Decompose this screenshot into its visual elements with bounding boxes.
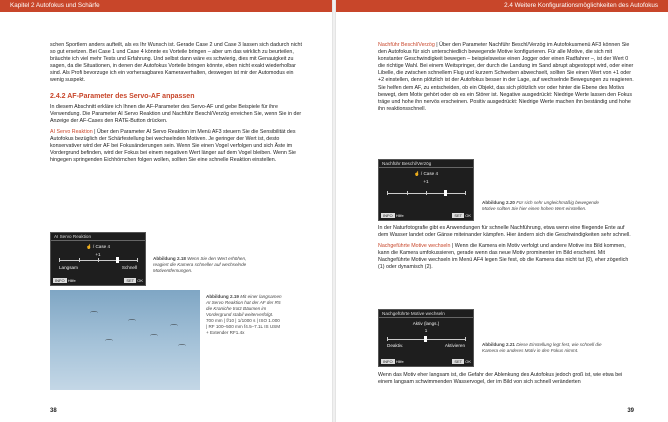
screen-case: ☝ / Case 4: [85, 244, 111, 249]
set-badge: SET: [454, 359, 463, 364]
camera-screen-ai-servo: AI Servo Reaktion ☝ / Case 4 +1 Langsam Schnell INFO Hilfe SET OK: [50, 232, 146, 286]
value-slider: [387, 339, 465, 340]
term-motive-wechseln: Nachgeführte Motive wechseln: [378, 243, 451, 250]
left-paragraph-3: AI Servo Reaktion | Über den Parameter AI Servo Reaktion im Menü AF3 steuern Sie die Sensibilität des Autofokus bezüglich der Schärfestellung bei wechselnden Motiven. Je geringer der Wert ist, desto konservativer wird der AF bei Fokusänderungen sein. Wenn Sie einen Vogel verfolgen und sich Äste im Vordergrund befinden, wird der Fokus bei einem negativen Wert länger auf dem Vogel bleiben. Wenn Sie hingegen springenden Eichhörnchen folgen wollen, sollten Sie eine schnelle Reaktion einstellen.: [50, 128, 296, 164]
set-badge: SET: [126, 278, 135, 283]
crane-bird: ⌒: [128, 319, 136, 328]
camera-screen-motive-wechseln: Nachgeführte Motive wechseln Aktiv (langs.) 1 Deaktiv. Aktivieren INFO Hilfe SET OK: [378, 309, 474, 367]
right-column-middle: [378, 225, 634, 276]
header-bar-right: [336, 0, 668, 12]
crane-bird: ⌒: [150, 334, 158, 343]
screen-case: ☝ / Case 4: [413, 171, 439, 176]
left-paragraph-2: In diesem Abschnitt erkläre ich Ihnen die AF-Parameter des Servo-AF und gebe Beispiele für ihre Verwendung. Die Parameter AI Servo Reaktion und Nachführ Beschl/Verzög erreichen Sie, wenn Sie in der Anzeige der AF-Cases den RATE-Button drücken.: [50, 103, 302, 124]
term-nachfuehr: Nachführ Beschl/Verzög: [378, 42, 435, 48]
section-heading: 2.4.2 AF-Parameter des Servo-AF anpassen: [50, 92, 195, 100]
page-number-left: 38: [50, 408, 57, 414]
slider-knob: [444, 190, 447, 196]
screen-title: AI Servo Reaktion: [51, 233, 145, 241]
crane-bird: ⌒: [170, 324, 178, 333]
camera-screen-nachfuehr: Nachführ Beschl/Verzög ☝ / Case 4 +1 INFO Hilfe SET OK: [378, 159, 474, 221]
screen-value: +1: [95, 252, 101, 257]
screen-title: Nachgeführte Motive wechseln: [379, 310, 473, 318]
header-bar-left: [0, 0, 332, 12]
crane-bird: ⌒: [90, 311, 98, 320]
value-slider: [59, 260, 137, 261]
right-column-bottom: [378, 372, 634, 390]
left-column: [50, 42, 306, 168]
screen-title: Nachführ Beschl/Verzög: [379, 160, 473, 168]
slider-knob: [116, 257, 119, 263]
cranes-photo: [50, 290, 200, 390]
page-number-right: 39: [627, 408, 634, 414]
set-badge: SET: [454, 213, 463, 218]
left-page: [0, 12, 332, 422]
right-paragraph-2: In der Naturfotografie gibt es Anwendungen für schnelle Nachführung, etwa wenn eine fliegende Ente auf dem Wasser landet oder Gänse miteinander kämpfen. Hier ändern sich die Geschwindigkeiten sehr schnell.: [378, 225, 631, 239]
crane-bird: ⌒: [178, 344, 186, 353]
caption-2-21: Abbildung 2.21 Diese Einstellung legt fest, wie schnell die Kamera ein anderes Motiv in den Fokus nimmt.: [482, 342, 602, 353]
right-paragraph-1: Nachführ Beschl/Verzög | Über den Parameter Nachführ Beschl/Verzög im Autofokusmenü AF3 können Sie den Autofokus für sich unterschiedlich bewegende Motive konfigurieren. Für alle Motive, die sich mit konstanter Geschwindigkeit bewegen – beispielsweise einen Jogger oder einen Radfahrer –, ist der Wert 0 die richtige Wahl. Bei einem Weitspringer, der durch die Landung im Sand abrupt abgestoppt wird, oder einer Libelle, die zwischen schnellem Flug und kurzem Schweben abwechselt, sollten Sie einen Wert von +1 oder +2 einstellen, denn plötzlich ist der Autofokus besser in der Lage, auf wechselnde Bewegungen zu reagieren. Sie helfen dem AF, zu entscheiden, ob ein Objekt, das sich plötzlich vor oder hinter die Ebene des Motivs bewegt, dem Motiv gehört oder ob es ein Störer ist. Negative ausgedrückt: Niedrige Werte lassen den Fokus träge und hohe ihn nervös erscheinen. Positiv ausgedrückt: Niedrige Werte machen ihn beständig und hohe ihn reaktionsschnell.: [378, 42, 634, 112]
section-title: 2.4 Weitere Konfigurationsmöglichkeiten des Autofokus: [504, 2, 658, 9]
right-paragraph-4: Wenn das Motiv eher langsam ist, die Gefahr der Ablenkung des Autofokus jedoch groß ist, wie etwa bei einem langsam schwimmenden Wasservogel, der im Bild von sich schnell veränderten: [378, 372, 623, 386]
caption-2-20: Abbildung 2.20 Für sich sehr ungleichmäßig bewegende Motive sollten Sie hier einen hohen Wert einstellen.: [482, 200, 599, 211]
right-column-top: [378, 42, 634, 117]
right-paragraph-3: Nachgeführte Motive wechseln | Wenn die Kamera ein Motiv verfolgt und andere Motive ins Bild kommen, kann die Kamera umfokussieren, gerade wenn das neue Motiv prominenter im Bild erscheint. Mit Nachgeführte Motive wechseln im Menü AF4 legen Sie fest, ob die Kamera das nicht tut (0), eher zögerlich (1) oder dynamisch (2).: [378, 243, 629, 271]
right-page: [336, 12, 668, 422]
label-deactivate: Deaktiv.: [387, 343, 404, 348]
info-badge: INFO: [383, 213, 393, 218]
caption-2-18: Abbildung 2.18 Wenn Sie den Wert erhöhen, reagiert die Kamera schneller auf wechselnde Motiventfernungen.: [153, 256, 247, 273]
label-slow: Langsam: [59, 265, 78, 270]
label-activate: Aktivieren: [444, 343, 465, 348]
value-slider: [387, 193, 465, 194]
crane-bird: ⌒: [105, 339, 113, 348]
left-paragraph-1: schen Sportlern anders aufteilt, als es Ihr Wunsch ist. Gerade Case 2 und Case 3 lassen sich dadurch nicht so gut ersetzen. Bei Case 1 und Case 4 könnte es Vorteile bringen – aber um das wirklich zu beurteilen, bräuchte ich viel mehr Tests und Erfahrung. Und selbst dann wäre es schwierig, dies mit Genauigkeit zu sagen, da die Situationen, in denen der Autofokus Vorteile bringen könnte, eben nicht exakt wiederholbar sind. Als Profi bevorzuge ich ein vorhersagbares Kameraverhalten, deswegen ist mir der Automodus ein wenig suspekt.: [50, 42, 302, 84]
screen-number: 1: [424, 328, 428, 333]
label-fast: Schnell: [121, 265, 137, 270]
caption-2-19: Abbildung 2.19 Mit einer langsamen AI Servo Reaktion hat der AF der R5 die Kraniche trotz Bäumen im Vordergrund stabil weiterverfolgt. 700 mm | f/10 | 1/1000 s | ISO 1.000 | RF 100–500 mm f4.5–7.1L IS USM + Extender RF1.4x: [206, 294, 282, 335]
term-ai-servo: AI Servo Reaktion: [50, 128, 93, 135]
slider-knob: [424, 336, 427, 342]
screen-value: +1: [423, 179, 429, 184]
info-badge: INFO: [55, 278, 65, 283]
screen-value: Aktiv (langs.): [412, 321, 440, 326]
chapter-title: Kapitel 2 Autofokus und Schärfe: [10, 2, 100, 9]
info-badge: INFO: [383, 359, 393, 364]
